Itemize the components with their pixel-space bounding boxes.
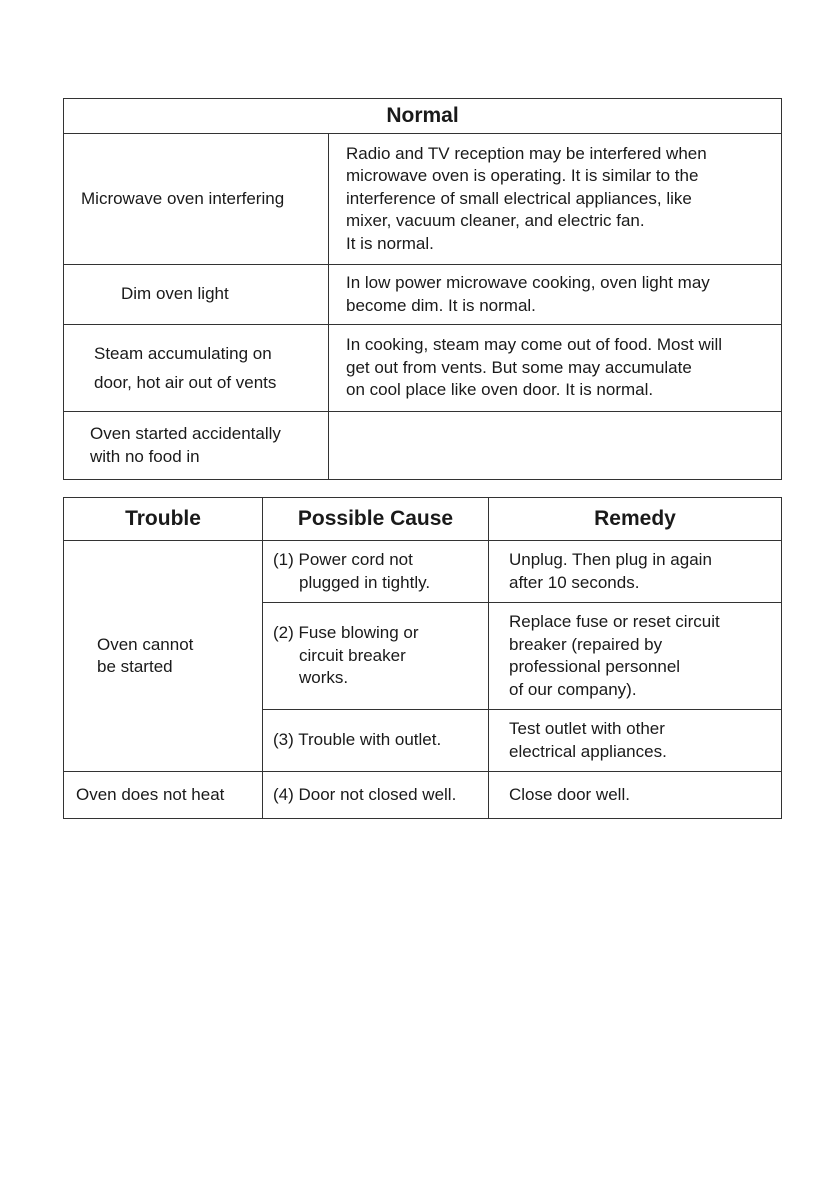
normal-item-cell — [64, 412, 329, 480]
cause-header: Possible Cause — [263, 498, 489, 541]
trouble-cell — [64, 541, 263, 772]
trouble-header-row — [64, 498, 782, 541]
remedy-cell — [489, 772, 782, 819]
normal-item-text: with no food in — [90, 446, 200, 466]
table-row — [64, 325, 782, 412]
trouble-text: Oven does not heat — [76, 784, 225, 804]
normal-desc-text: In cooking, steam may come out of food. Most will — [346, 335, 723, 355]
cause-text: works. — [299, 668, 349, 688]
normal-desc-text: In low power microwave cooking, oven light may — [346, 273, 710, 292]
remedy-text: professional personnel — [509, 657, 681, 676]
normal-desc-text: mixer, vacuum cleaner, and electric fan. — [346, 211, 645, 231]
normal-header: Normal — [64, 99, 782, 134]
normal-item-text: Dim oven light — [121, 284, 229, 304]
normal-desc-text: It is normal. — [346, 233, 434, 253]
table-row — [64, 772, 782, 819]
remedy-text: after 10 seconds. — [509, 572, 640, 592]
remedy-cell — [489, 710, 782, 772]
normal-item-text: Microwave oven interfering — [81, 188, 285, 208]
normal-header-row — [64, 99, 782, 134]
normal-desc-cell-empty — [329, 412, 782, 480]
normal-desc-text: become dim. It is normal. — [346, 295, 536, 315]
normal-desc-text: get out from vents. But some may accumulate — [346, 357, 692, 377]
remedy-cell — [489, 603, 782, 710]
normal-desc-cell — [329, 325, 782, 412]
trouble-text: Oven cannot — [97, 634, 194, 654]
normal-item-text: Oven started accidentally — [90, 424, 281, 443]
table-row — [64, 265, 782, 325]
trouble-header: Trouble — [64, 498, 263, 541]
cause-text: (1) Power cord not — [273, 550, 413, 569]
remedy-text: electrical appliances. — [509, 741, 667, 761]
cause-text: (3) Trouble with outlet. — [273, 730, 442, 750]
remedy-text: Unplug. Then plug in again — [509, 550, 712, 569]
normal-item-cell — [64, 325, 329, 412]
normal-item-cell — [64, 134, 329, 265]
cause-cell — [263, 772, 489, 819]
remedy-text: of our company). — [509, 679, 637, 699]
remedy-header: Remedy — [489, 498, 782, 541]
normal-desc-cell — [329, 134, 782, 265]
table-row — [64, 412, 782, 480]
remedy-text: breaker (repaired by — [509, 634, 663, 654]
remedy-text: Close door well. — [509, 784, 630, 804]
trouble-text: be started — [97, 657, 173, 676]
normal-desc-text: on cool place like oven door. It is normal. — [346, 380, 654, 400]
normal-item-text: Steam accumulating on — [94, 344, 272, 363]
remedy-text: Test outlet with other — [509, 719, 665, 738]
troubleshooting-table — [63, 497, 782, 819]
normal-conditions-table — [63, 98, 782, 480]
cause-cell — [263, 710, 489, 772]
cause-text: circuit breaker — [299, 645, 406, 665]
table-row — [64, 541, 782, 603]
remedy-text: Replace fuse or reset circuit — [509, 612, 720, 631]
cause-cell — [263, 603, 489, 710]
normal-desc-text: microwave oven is operating. It is similar to the — [346, 166, 699, 186]
cause-text: (4) Door not closed well. — [273, 784, 457, 804]
cause-text: (2) Fuse blowing or — [273, 623, 419, 643]
cause-cell — [263, 541, 489, 603]
normal-item-cell — [64, 265, 329, 325]
normal-item-text: door, hot air out of vents — [94, 373, 277, 392]
cause-text: plugged in tightly. — [299, 572, 431, 592]
trouble-cell — [64, 772, 263, 819]
normal-desc-text: interference of small electrical appliances, like — [346, 188, 692, 208]
normal-desc-text: Radio and TV reception may be interfered when — [346, 143, 707, 163]
table-row — [64, 134, 782, 265]
remedy-cell — [489, 541, 782, 603]
normal-desc-cell — [329, 265, 782, 325]
